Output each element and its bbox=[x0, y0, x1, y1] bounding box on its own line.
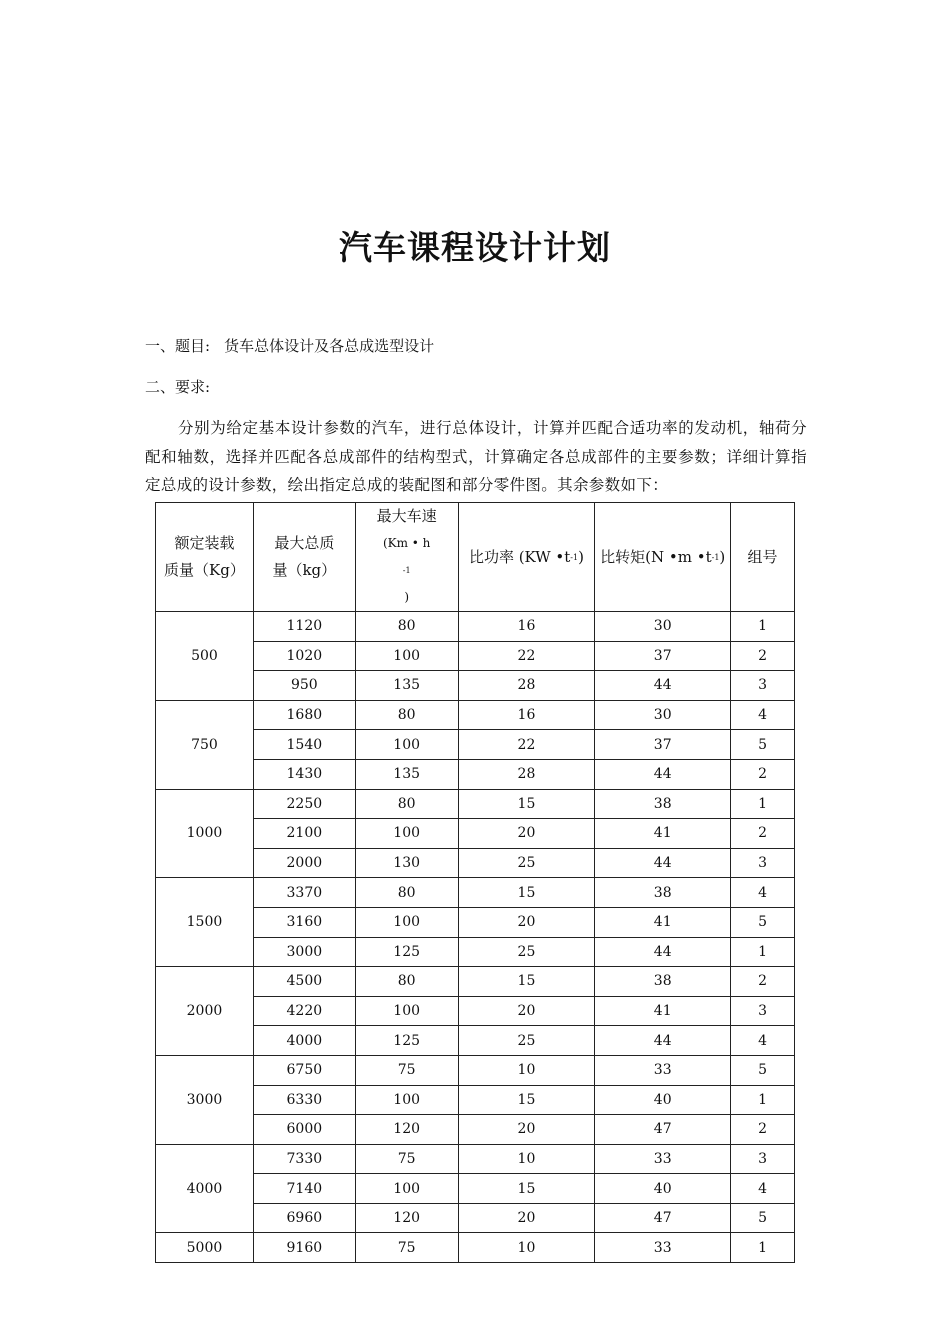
table-row: 4220 100 20 41 3 bbox=[156, 996, 795, 1026]
table-row: 4000 7330 75 10 33 3 bbox=[156, 1144, 795, 1174]
table-row: 1540 100 22 37 5 bbox=[156, 730, 795, 760]
table-row: 5000 9160 75 10 33 1 bbox=[156, 1233, 795, 1263]
table-row: 2000 130 25 44 3 bbox=[156, 848, 795, 878]
header-rated-load: 额定装载 质量（Kg） bbox=[156, 503, 254, 612]
topic-line bbox=[145, 335, 434, 356]
table-row: 3000 6750 75 10 33 5 bbox=[156, 1055, 795, 1085]
page-title: 汽车课程设计计划 bbox=[339, 228, 611, 267]
table-header-row bbox=[156, 503, 795, 612]
table-row: 7140 100 15 40 4 bbox=[156, 1174, 795, 1204]
rated-load-cell: 2000 bbox=[156, 967, 254, 1056]
table-row: 1020 100 22 37 2 bbox=[156, 641, 795, 671]
table-row: 2000 4500 80 15 38 2 bbox=[156, 967, 795, 997]
table-row: 1000 2250 80 15 38 1 bbox=[156, 789, 795, 819]
table-row: 1500 3370 80 15 38 4 bbox=[156, 878, 795, 908]
rated-load-cell: 750 bbox=[156, 700, 254, 789]
table-row: 4000 125 25 44 4 bbox=[156, 1026, 795, 1056]
table-row: 750 1680 80 16 30 4 bbox=[156, 700, 795, 730]
topic-value: 货车总体设计及各总成选型设计 bbox=[224, 337, 435, 355]
header-max-mass: 最大总质 量（kg） bbox=[253, 503, 355, 612]
rated-load-cell: 3000 bbox=[156, 1055, 254, 1144]
parameter-table bbox=[155, 502, 795, 1263]
header-specific-power: 比功率 (KW $•t^{-1}$) bbox=[458, 503, 595, 612]
header-group: 组号 bbox=[731, 503, 795, 612]
header-specific-torque: 比转矩(N •m $•t^{-1}$) bbox=[595, 503, 731, 612]
requirements-label: 二、要求: bbox=[145, 378, 211, 396]
table-row: 2100 100 20 41 2 bbox=[156, 819, 795, 849]
table-row: 6000 120 20 47 2 bbox=[156, 1115, 795, 1145]
topic-label: 一、题目: bbox=[145, 337, 211, 355]
table-row: 6960 120 20 47 5 bbox=[156, 1203, 795, 1233]
table-row: 950 135 28 44 3 bbox=[156, 671, 795, 701]
table-row: 1430 135 28 44 2 bbox=[156, 759, 795, 789]
rated-load-cell: 1500 bbox=[156, 878, 254, 967]
table-row: 6330 100 15 40 1 bbox=[156, 1085, 795, 1115]
rated-load-cell: 1000 bbox=[156, 789, 254, 878]
table-row: 3160 100 20 41 5 bbox=[156, 907, 795, 937]
rated-load-cell: 500 bbox=[156, 612, 254, 701]
requirements-paragraph: 分别为给定基本设计参数的汽车，进行总体设计，计算并匹配合适功率的发动机，轴荷分配和轴数，选择并匹配各总成部件的结构型式，计算确定各总成部件的主要参数；详细计算指定总成的设计参数，绘出指定总成的装配图和部分零件图。其余参数如下： bbox=[145, 419, 807, 494]
header-max-speed: 最大车速 (Km • h -1 ) bbox=[355, 503, 458, 612]
table-row: 3000 125 25 44 1 bbox=[156, 937, 795, 967]
rated-load-cell: 5000 bbox=[156, 1233, 254, 1263]
rated-load-cell: 4000 bbox=[156, 1144, 254, 1233]
table-row: 500 1120 80 16 30 1 bbox=[156, 612, 795, 642]
